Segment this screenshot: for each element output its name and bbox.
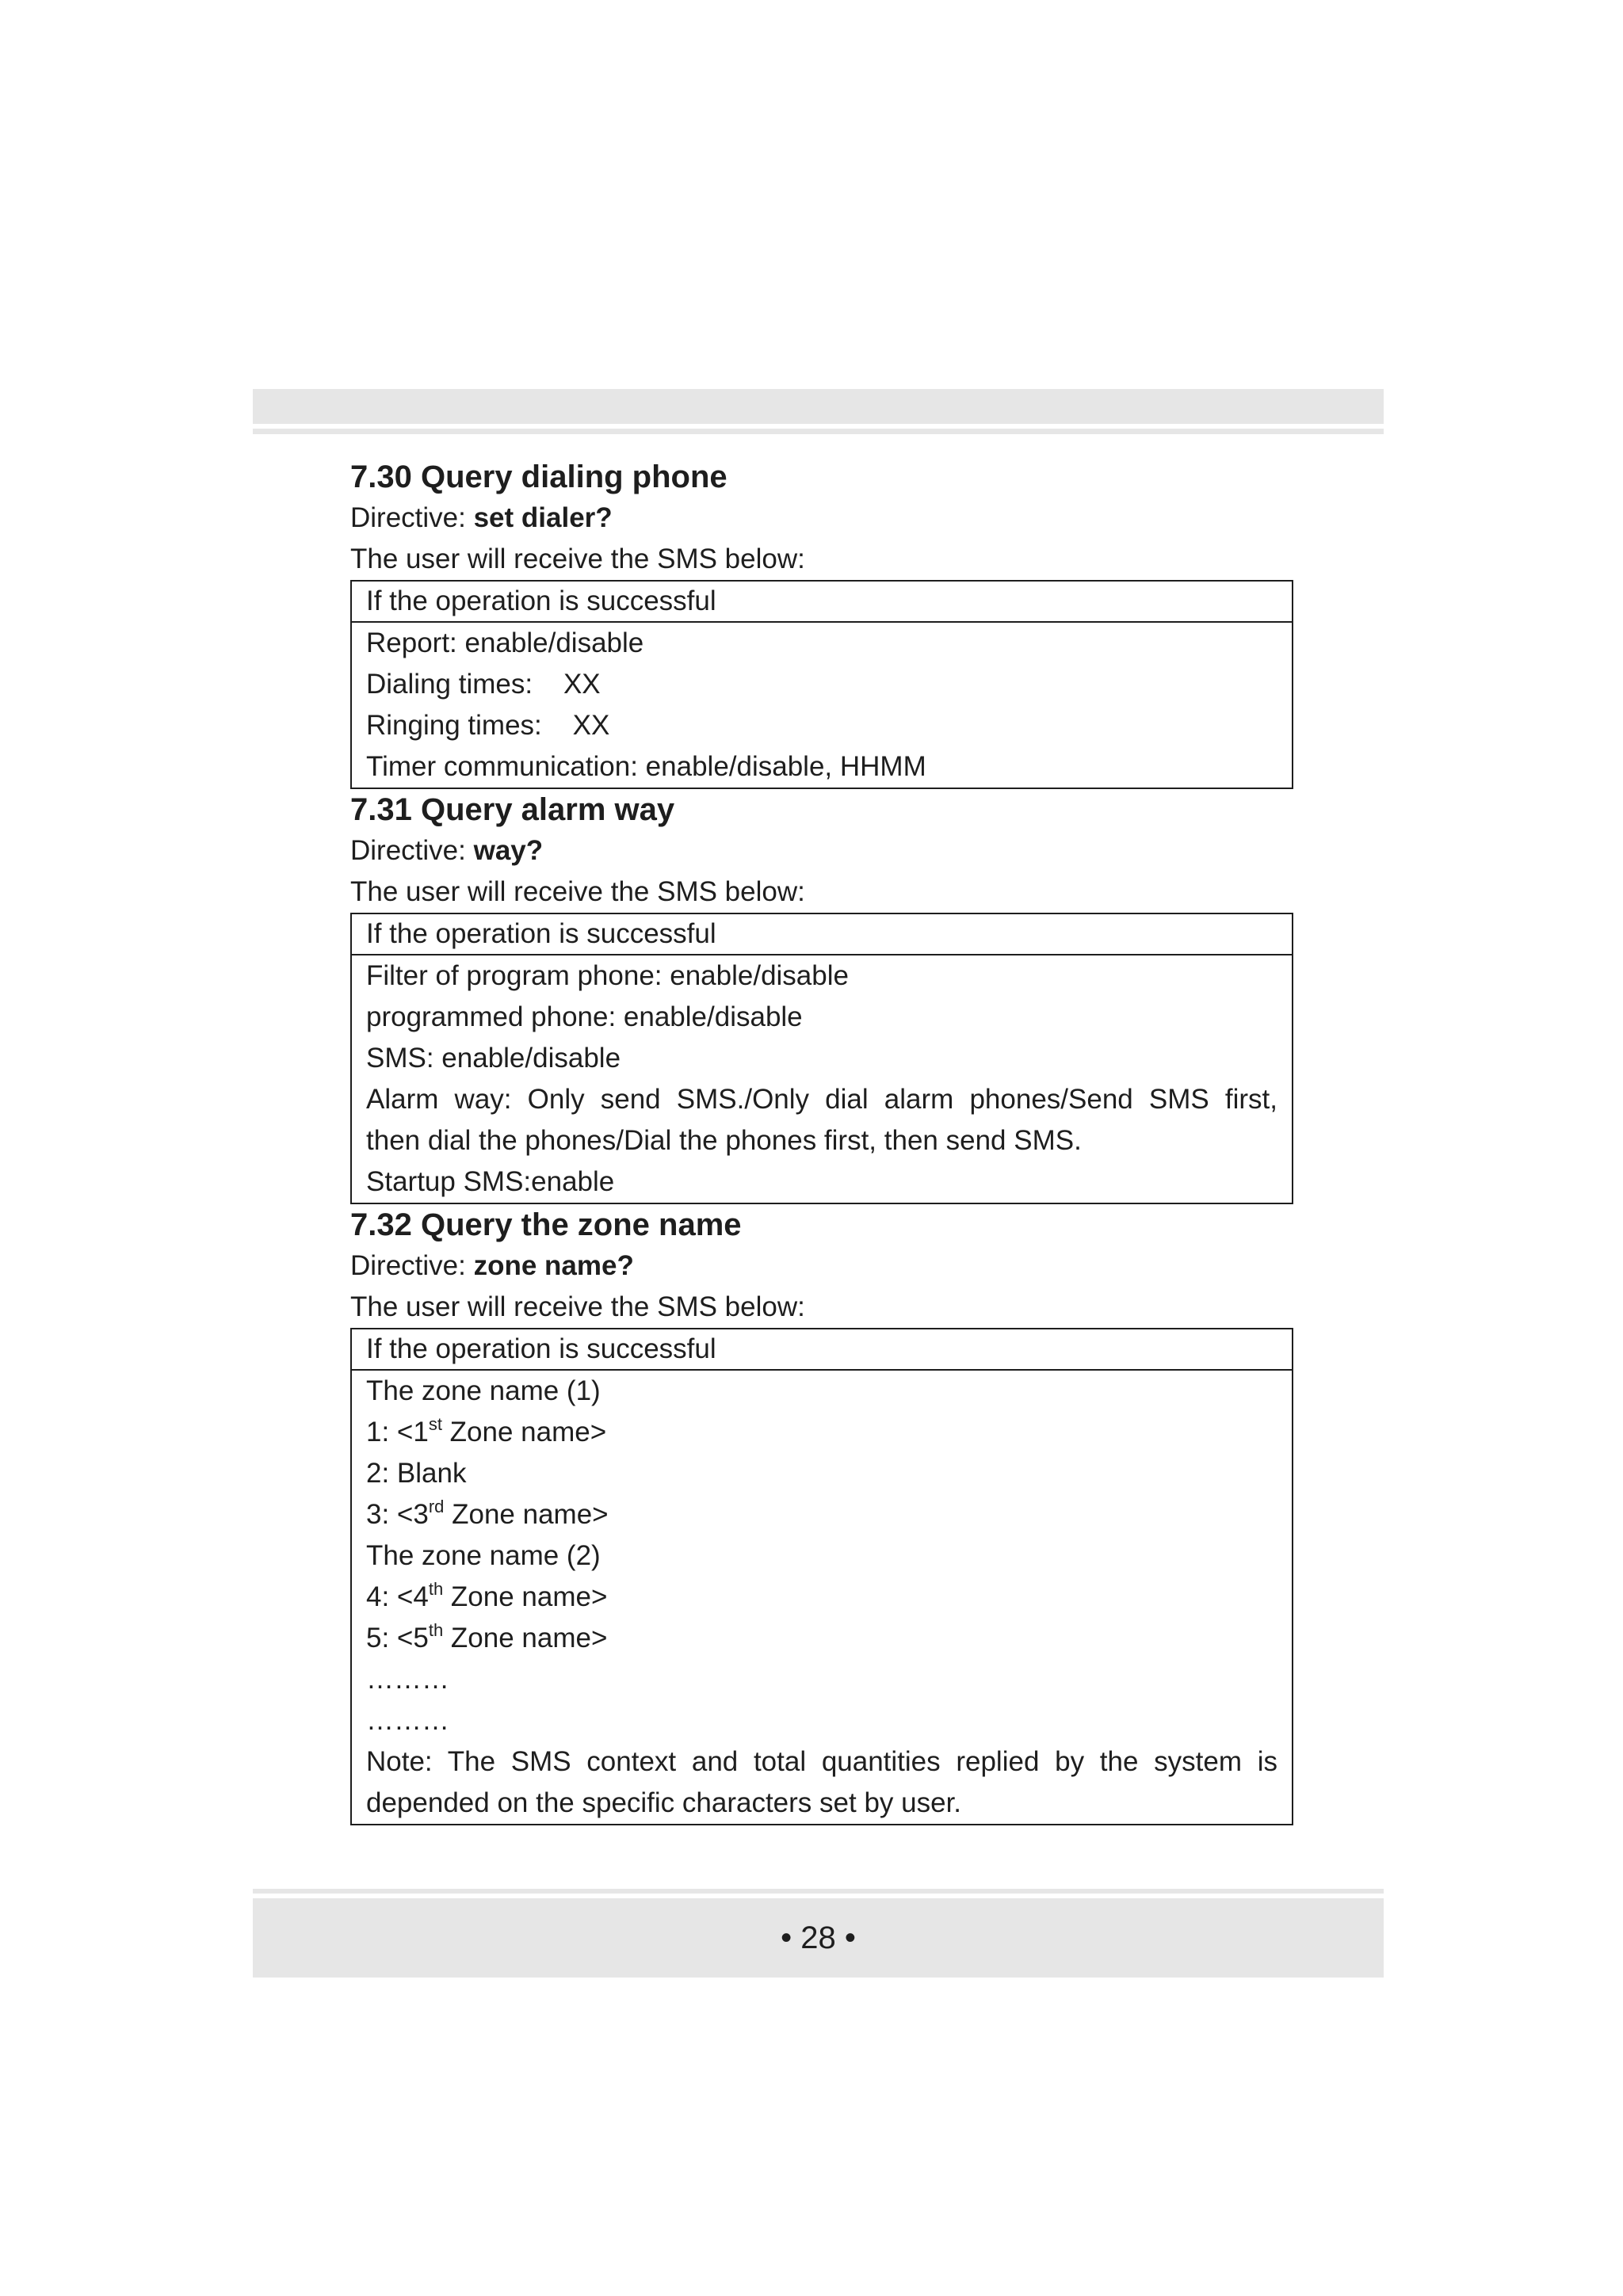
directive-label: Directive: bbox=[350, 835, 474, 866]
table-row: Dialing times: XX bbox=[366, 669, 601, 700]
section-heading: 7.30 Query dialing phone bbox=[350, 460, 727, 494]
table-body bbox=[352, 1371, 1292, 1824]
directive-label: Directive: bbox=[350, 1250, 474, 1281]
table-row: Ringing times: XX bbox=[366, 710, 610, 741]
table-row: 4: <4th Zone name> bbox=[366, 1579, 608, 1612]
table-row: 5: <5th Zone name> bbox=[366, 1620, 608, 1653]
section-query-alarm-way bbox=[350, 789, 1293, 1204]
table-row: 3: <3rd Zone name> bbox=[366, 1497, 609, 1530]
directive-line bbox=[350, 498, 1293, 539]
sms-reply-table bbox=[350, 1328, 1293, 1825]
table-row: Note: The SMS context and total quantities replied by the system is bbox=[366, 1746, 1277, 1777]
directive-command: way? bbox=[473, 835, 544, 866]
directive-command: set dialer? bbox=[473, 502, 613, 533]
table-row: ……… bbox=[366, 1664, 449, 1695]
table-row: Timer communication: enable/disable, HHMM bbox=[366, 751, 926, 782]
receive-text: The user will receive the SMS below: bbox=[350, 543, 805, 574]
section-query-zone-name bbox=[350, 1204, 1293, 1825]
table-row: The zone name (1) bbox=[366, 1375, 601, 1406]
table-row: Report: enable/disable bbox=[366, 627, 644, 658]
table-row: SMS: enable/disable bbox=[366, 1043, 621, 1074]
table-row: ……… bbox=[366, 1705, 449, 1736]
section-heading: 7.31 Query alarm way bbox=[350, 792, 675, 827]
directive-line bbox=[350, 1245, 1293, 1287]
footer-rule bbox=[253, 1889, 1384, 1894]
table-header: If the operation is successful bbox=[352, 914, 1292, 955]
header-band bbox=[253, 389, 1384, 424]
section-query-dialing-phone bbox=[350, 456, 1293, 789]
table-body bbox=[352, 955, 1292, 1203]
receive-text: The user will receive the SMS below: bbox=[350, 876, 805, 907]
table-row: 1: <1st Zone name> bbox=[366, 1414, 607, 1447]
directive-label: Directive: bbox=[350, 502, 474, 533]
table-header: If the operation is successful bbox=[352, 1329, 1292, 1371]
directive-command: zone name? bbox=[473, 1250, 634, 1281]
page-number: • 28 • bbox=[781, 1920, 856, 1955]
table-row: Startup SMS:enable bbox=[366, 1166, 615, 1197]
table-row: The zone name (2) bbox=[366, 1540, 601, 1571]
table-row: programmed phone: enable/disable bbox=[366, 1001, 803, 1032]
table-body bbox=[352, 623, 1292, 788]
section-heading: 7.32 Query the zone name bbox=[350, 1207, 742, 1242]
directive-line bbox=[350, 830, 1293, 871]
table-row: then dial the phones/Dial the phones first, then send SMS. bbox=[366, 1125, 1082, 1156]
sms-reply-table bbox=[350, 913, 1293, 1204]
header-rule bbox=[253, 429, 1384, 434]
table-header: If the operation is successful bbox=[352, 582, 1292, 623]
table-row: Filter of program phone: enable/disable bbox=[366, 960, 849, 991]
table-row: Alarm way: Only send SMS./Only dial alarm phones/Send SMS first, bbox=[366, 1084, 1277, 1115]
sms-reply-table bbox=[350, 580, 1293, 789]
receive-text: The user will receive the SMS below: bbox=[350, 1291, 805, 1322]
page-content bbox=[350, 456, 1293, 1825]
table-row: depended on the specific characters set by user. bbox=[366, 1787, 962, 1818]
table-row: 2: Blank bbox=[366, 1458, 467, 1489]
